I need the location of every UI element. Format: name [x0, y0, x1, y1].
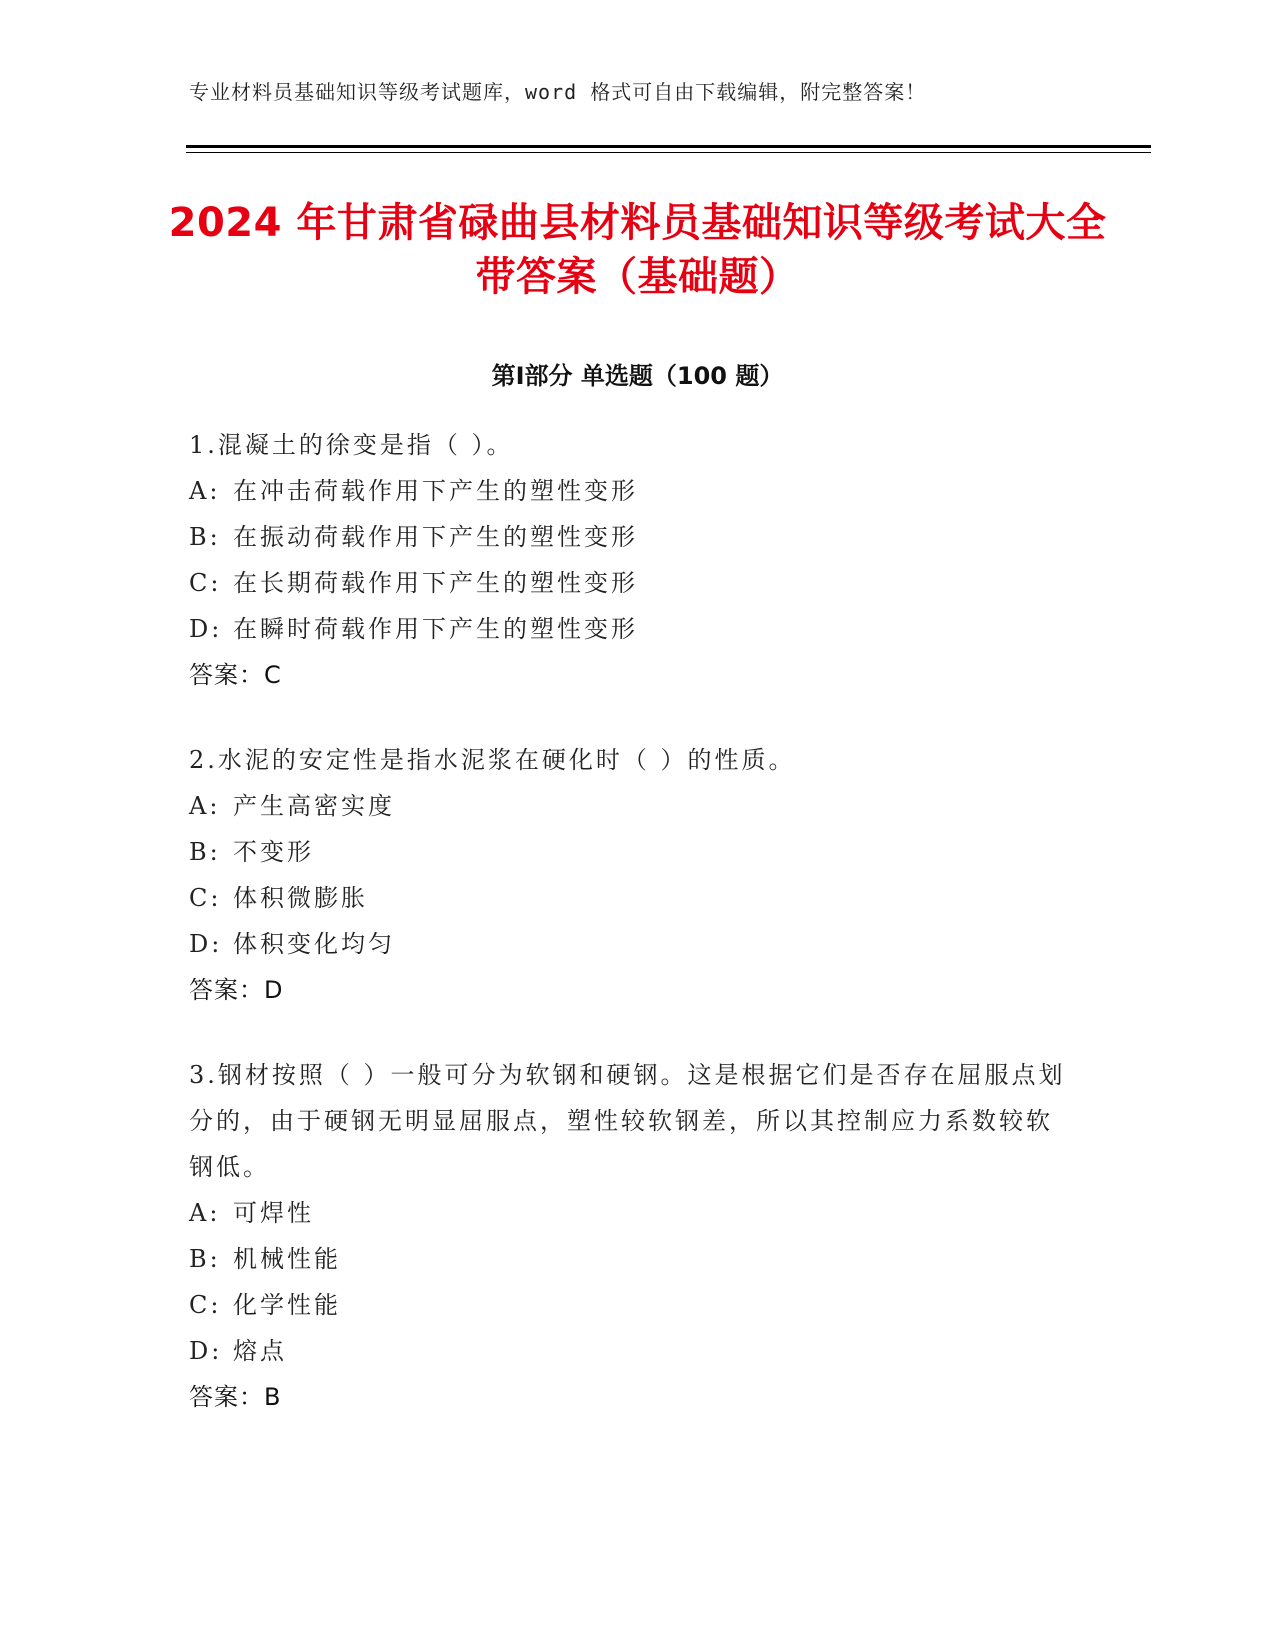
option-key: B:	[189, 523, 221, 551]
question-1	[189, 422, 1069, 698]
option-b	[189, 514, 1069, 560]
option-text: 产生高密实度	[233, 792, 395, 820]
header-rule-thin	[186, 152, 1151, 153]
option-text: 不变形	[233, 838, 314, 866]
option-text: 机械性能	[233, 1245, 341, 1273]
option-text: 在振动荷载作用下产生的塑性变形	[233, 523, 638, 551]
option-text: 在长期荷载作用下产生的塑性变形	[233, 569, 638, 597]
option-a	[189, 468, 1069, 514]
option-a	[189, 783, 1069, 829]
option-key: C:	[189, 1291, 222, 1319]
option-key: C:	[189, 884, 222, 912]
option-key: B:	[189, 1245, 221, 1273]
option-text: 体积变化均匀	[233, 930, 395, 958]
option-d	[189, 1328, 1069, 1374]
answer: 答案：B	[189, 1383, 282, 1411]
option-text: 在冲击荷载作用下产生的塑性变形	[233, 477, 638, 505]
option-key: D:	[189, 615, 223, 643]
question-stem: 1.混凝土的徐变是指（ ）。	[189, 431, 514, 459]
option-text: 熔点	[233, 1337, 287, 1365]
header-rule-thick	[186, 145, 1151, 148]
question-3	[189, 1052, 1069, 1420]
option-text: 可焊性	[233, 1199, 314, 1227]
option-c	[189, 1282, 1069, 1328]
option-key: A:	[189, 477, 221, 505]
option-key: D:	[189, 1337, 223, 1365]
option-key: A:	[189, 1199, 221, 1227]
question-stem: 3.钢材按照（ ）一般可分为软钢和硬钢。这是根据它们是否存在屈服点划分的，由于硬钢无明显屈服点，塑性较软钢差，所以其控制应力系数较软钢低。	[189, 1061, 1066, 1181]
option-text: 在瞬时荷载作用下产生的塑性变形	[233, 615, 638, 643]
option-d	[189, 606, 1069, 652]
option-b	[189, 1236, 1069, 1282]
option-text: 化学性能	[233, 1291, 341, 1319]
option-c	[189, 875, 1069, 921]
option-b	[189, 829, 1069, 875]
option-text: 体积微膨胀	[233, 884, 368, 912]
option-c	[189, 560, 1069, 606]
option-d	[189, 921, 1069, 967]
option-key: A:	[189, 792, 221, 820]
option-key: D:	[189, 930, 223, 958]
header-note: 专业材料员基础知识等级考试题库，word 格式可自由下载编辑，附完整答案！	[189, 80, 927, 104]
document-title: 2024 年甘肃省碌曲县材料员基础知识等级考试大全带答案（基础题）	[168, 200, 1107, 300]
section-heading: 第Ⅰ部分 单选题（100 题）	[491, 362, 784, 390]
question-stem: 2.水泥的安定性是指水泥浆在硬化时（ ）的性质。	[189, 746, 796, 774]
question-2	[189, 737, 1069, 1013]
answer: 答案：C	[189, 661, 282, 689]
option-key: C:	[189, 569, 222, 597]
option-key: B:	[189, 838, 221, 866]
answer: 答案：D	[189, 976, 284, 1004]
option-a	[189, 1190, 1069, 1236]
